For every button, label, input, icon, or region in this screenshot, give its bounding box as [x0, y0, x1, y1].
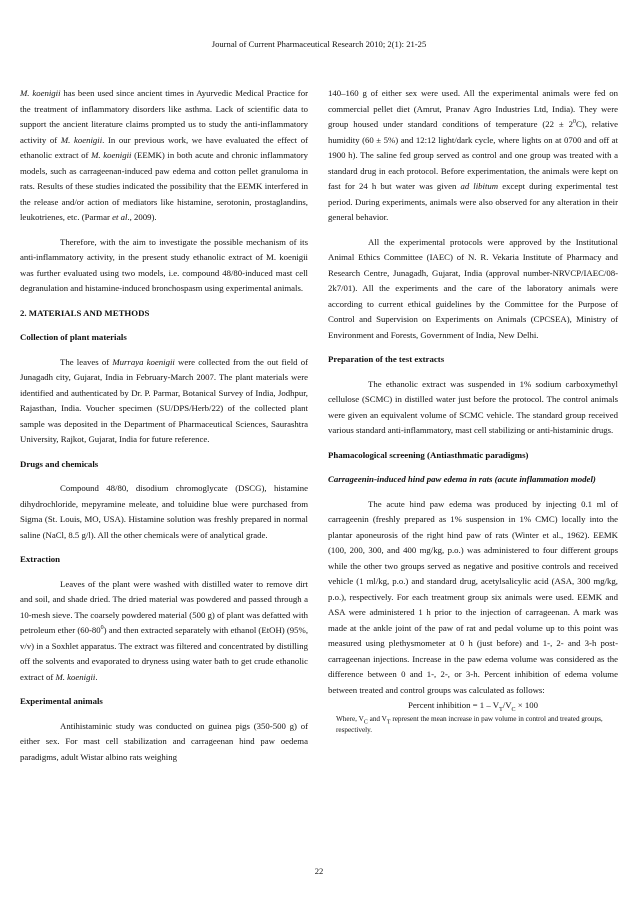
ethics-paragraph: All the experimental protocols were approved by the Institutional Animal Ethics Committee (IAEC) of N. R. Vekaria Institute of Pharmacy and Research Centre, Junagadh, Gujarat, India (approval number-NRVCP/IAEC/08-2k7/01). All the experiments and the care of the laboratory animals were according to current ethical guidelines by the Committee for the Purpose of Control and Supervision on Experiments on Animals (CPCSEA), Ministry of Environment and Forests, Government of India, New Delhi.	[328, 236, 618, 340]
subheading-drugs: Drugs and chemicals	[20, 458, 99, 469]
carrageenin-paragraph: The acute hind paw edema was produced by injecting 0.1 ml of carrageenin (freshly prepared as 1% suspension in 1% CMC) locally into the plantar aponeurosis of the right hind paw of rats (Winter et al., 1962). EEMK (100, 200, 300, and 400 mg/kg, p.o.) was administered to four different groups while the other two groups served as negative and positive controls and received vehicle (1 ml/kg, p.o.) and standard drug, acetylsalicylic acid (ASA, 300 mg/kg, p.o.), respectively. For each treatment group six animals were used. EEMK and ASA were administered 1 h prior to the injection of carrageenan. A mark was made at the ankle joint of the paw of rat and pedal volume up to this point was measured using plethysmometer at 0 h (just before) and 1-, 2- and 3-h post-carrageenan injections. Increase in the paw edema volume was considered as the difference between 0 and 1-, 2-, or 3-h. Percent inhibition of edema volume between treated and control groups was calculated as follows:	[328, 498, 618, 695]
subheading-extraction: Extraction	[20, 554, 61, 564]
intro-paragraph: M. koenigii has been used since ancient times in Ayurvedic Medical Practice for the treatment of inflammatory disorders like asthma. Lack of scientific data to support the ancient literature claims prompted us to study the anti-inflammatory activity of M. koenigii. In our previous work, we have evaluated the effect of ethanolic extract of M. koenigii (EEMK) in both acute and chronic inflammatory models, such as carrageenan-induced paw edema and cotton pellet granuloma in rats. Results of these studies indicated the possibility that the EEMK interfered in the release and/or action of mediators like histamine, serotonin, prostaglandins, leukotrienes, etc. (Parmar et al., 2009).	[20, 88, 308, 222]
formula-note: Where, $V_C$ and $V_T$ represent the mean increase in paw volume in control and treated groups, respectively.	[336, 714, 603, 734]
subheading-preparation: Preparation of the test extracts	[328, 354, 445, 364]
right-column	[328, 86, 618, 737]
collection-paragraph: The leaves of Murraya koenigii were collected from the out field of Junagadh city, Gujarat, India in February-March 2007. The plant materials were identified and authenticated by Dr. P. Parmar, Botanical Survey of India, Jodhpur, Rajasthan, India. Voucher specimen (SU/DPS/Herb/22) of the collected plant sample was deposited in the Department of Pharmaceutical Sciences, Saurashtra University, Rajkot, Gujarat, India for future reference.	[20, 356, 308, 444]
subheading-collection: Collection of plant materials	[20, 332, 127, 342]
running-header: Journal of Current Pharmaceutical Research 2010; 2(1): 21-25	[211, 39, 427, 49]
preparation-paragraph: The ethanolic extract was suspended in 1% sodium carboxymethyl cellulose (SCMC) in distilled water just before the protocol. The control animals were given an equivalent volume of SCMC vehicle. The standard group received various standard anti-inflammatory, mast cell stabilizing or anti-histaminic drugs.	[328, 378, 618, 435]
animals-continued-paragraph: 140–160 g of either sex were used. All the experimental animals were fed on commercial pellet diet (Amrut, Pranav Agro Industries Ltd, India). They were group housed under standard conditions of temperature $(22 \pm 2^0C)$, relative humidity (60 ± 5%) and 12:12 light/dark cycle, where lights on at 0700 and off at 1900 h). The saline fed group served as control and one group was treated with a standard drug in each protocol. Before experimentation, the animals were kept on fast for 24 h but water was given ad libitum except during experimental test period. During experiments, animals were also observed for any alteration in their general behavior.	[328, 88, 619, 222]
subheading-carrageenin: Carrageenin-induced hind paw edema in rats (acute inflammation model)	[328, 474, 596, 484]
left-column	[20, 86, 308, 765]
page-number: 22	[314, 866, 324, 876]
inhibition-formula: Percent inhibition = $1 - V_T/V_C \times 100$	[408, 700, 538, 713]
extraction-paragraph: Leaves of the plant were washed with distilled water to remove dirt and soil, and shade dried. The dried material was powdered and passed through a 10-mesh sieve. The coarsely powdered material (500 g) of plant was defatted with petroleum ether $(60-80^0)$ and then extracted separately with ethanol (EtOH) (95%, v/v) in a Soxhlet apparatus. The extract was filtered and concentrated by distilling off the solvents and evaporated to dryness using water bath to get crude ethanolic extract of M. koenigii.	[20, 578, 309, 682]
animals-paragraph: Antihistaminic study was conducted on guinea pigs (350-500 g) of either sex. For mast cell stabilization and carrageenan hind paw oedema paradigms, adult Wistar albino rats weighing	[20, 720, 308, 762]
section-heading-methods: 2. MATERIALS AND METHODS	[20, 307, 150, 318]
drugs-paragraph: Compound 48/80, disodium chromoglycate (DSCG), histamine dihydrochloride, mepyramine meleate, and toluidine blue were purchased from Sigma (St. Louis, MO, USA). Histamine solution was freshly prepared in normal saline (NaCl, 8.5 g/l). All the other chemicals were of analytical grade.	[20, 483, 308, 540]
subheading-animals: Experimental animals	[20, 696, 103, 706]
aim-paragraph: Therefore, with the aim to investigate the possible mechanism of its anti-inflammatory activity, in the present study ethanolic extract of M. koenigii was further evaluated using two models, i.e. compound 48/80-induced mast cell degranulation and histamine-induced bronchospasm using experimental animals.	[20, 236, 308, 293]
subheading-screening: Phamacological screening (Antiasthmatic paradigms)	[328, 449, 529, 460]
